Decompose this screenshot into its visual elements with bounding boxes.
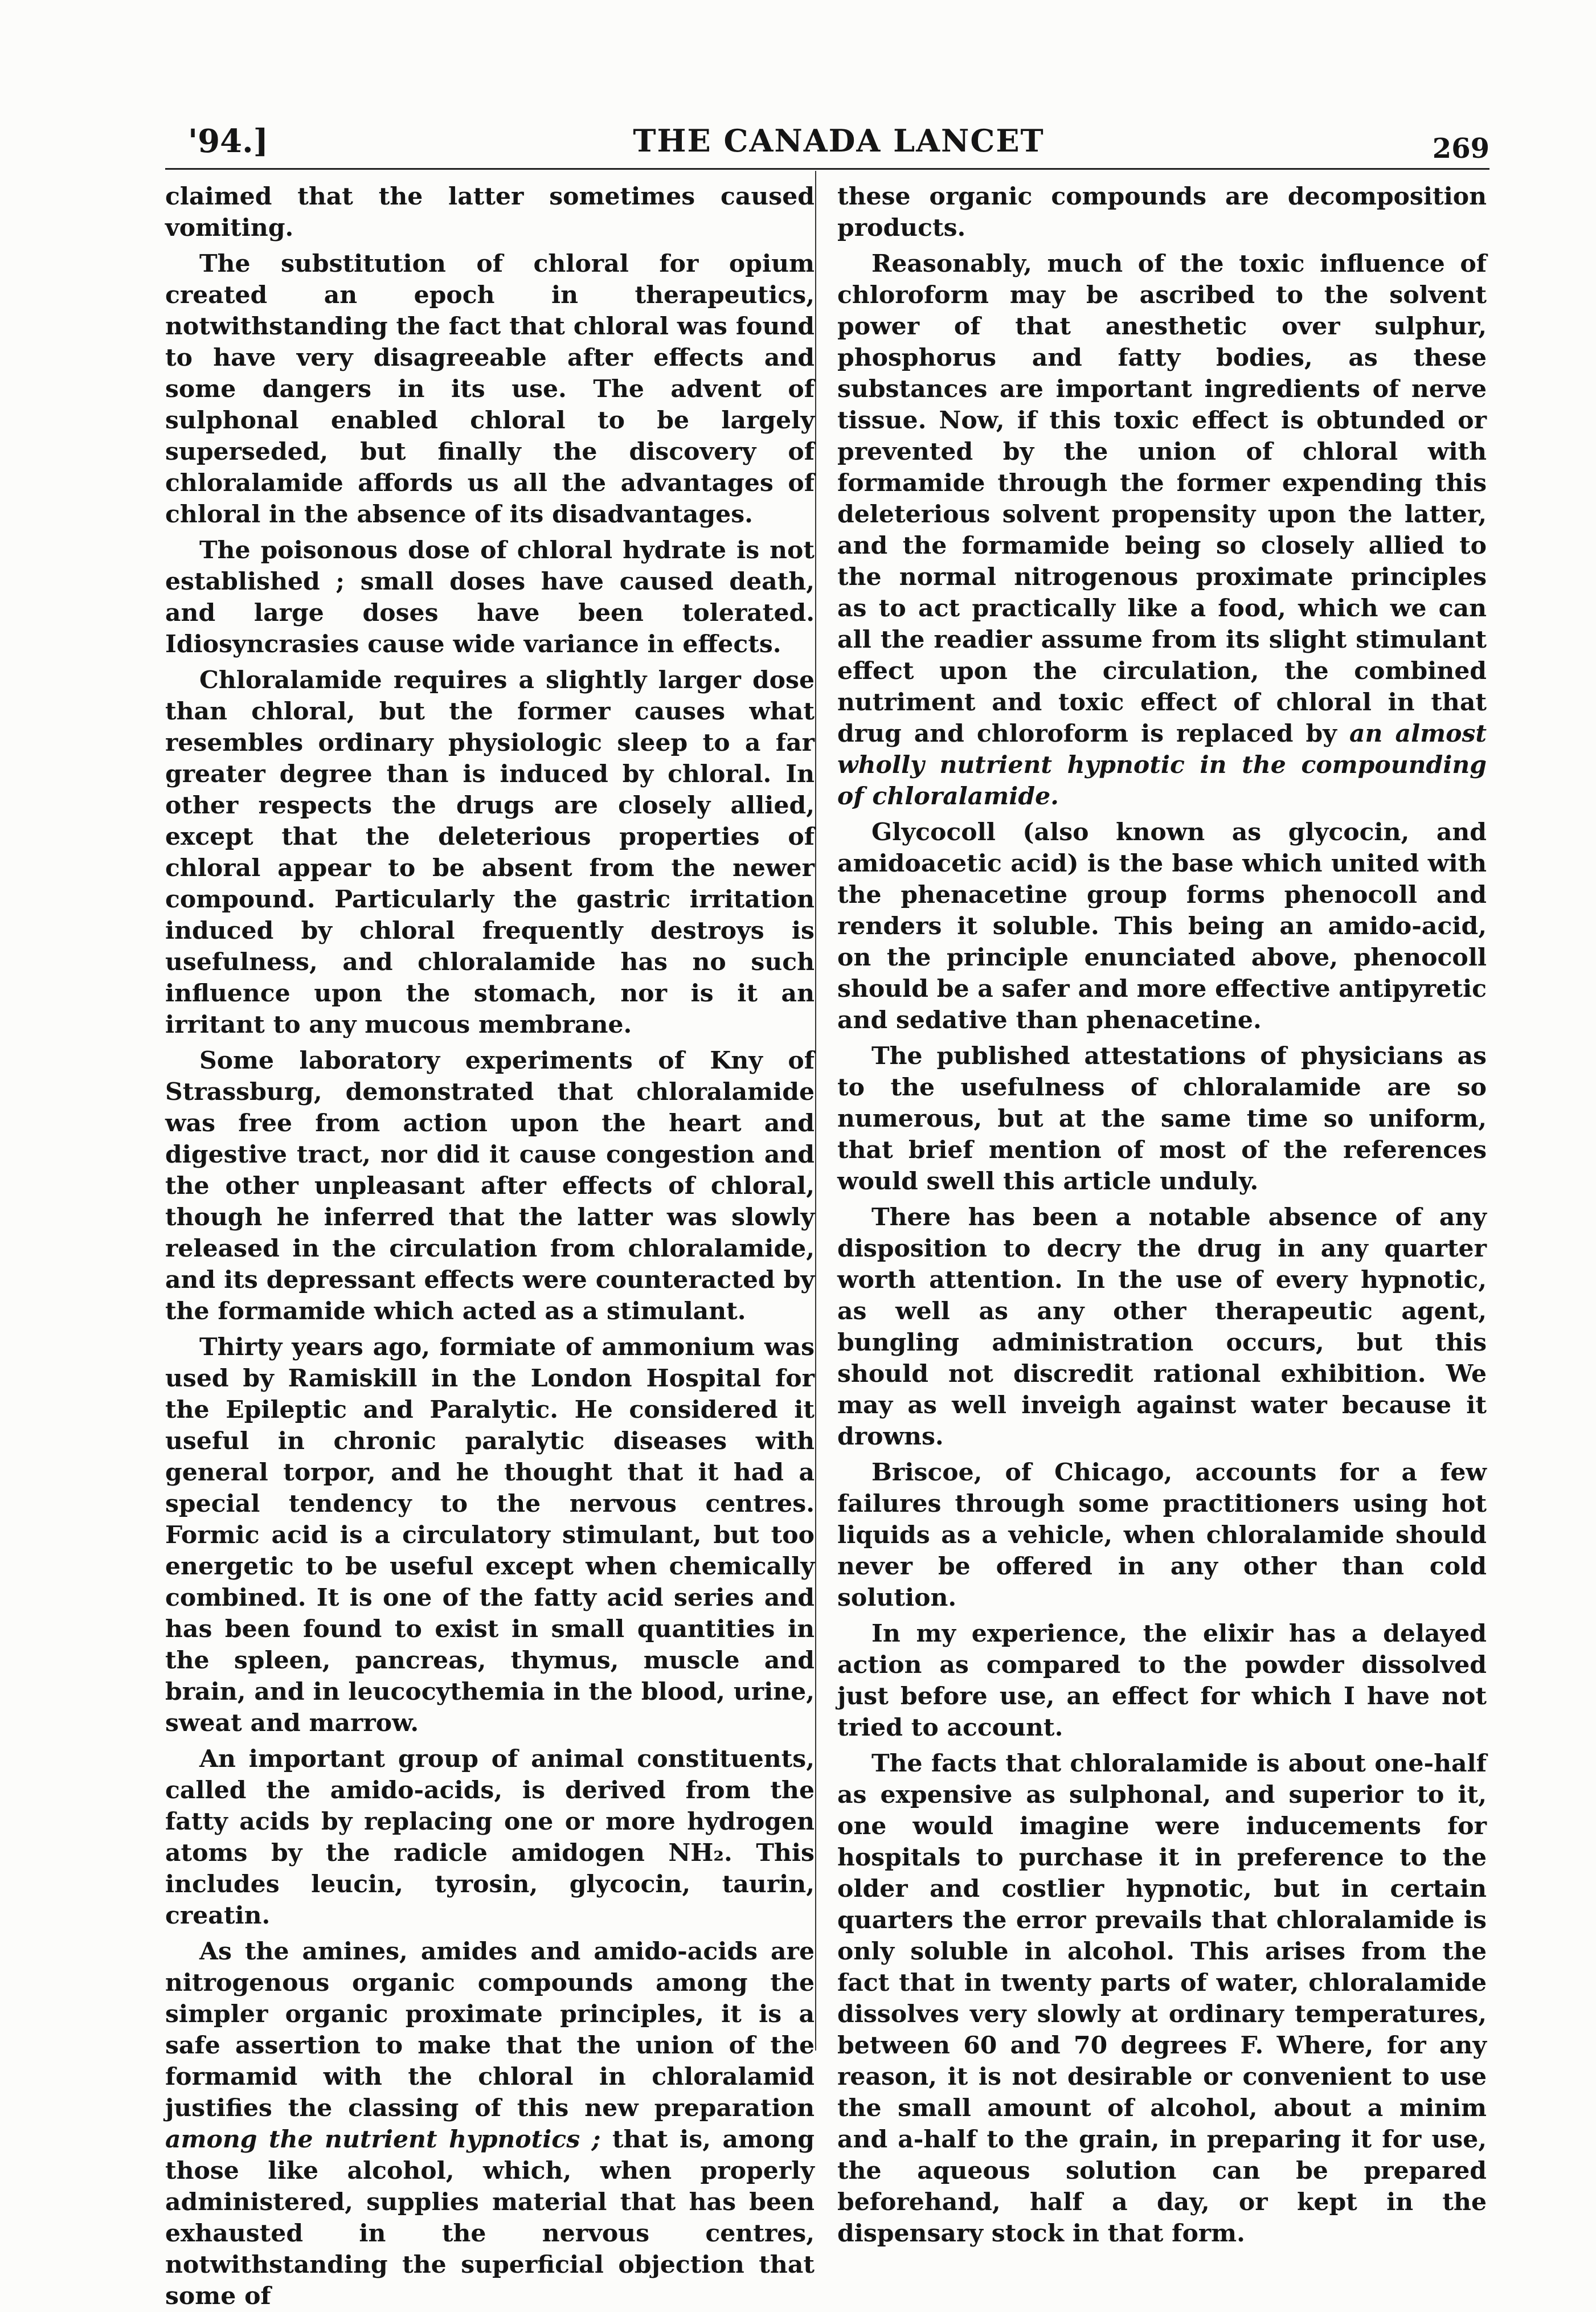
column-divider (815, 171, 816, 2051)
paragraph: claimed that the latter sometimes caused vomiting. (165, 182, 815, 242)
paragraph: Glycocoll (also known as glycocin, and amidoacetic acid) is the base which united with the phenacetine group forms phenocoll and renders it soluble. This being an amido-acid, on the principle enunciated above, phenocoll should be a safer and more effective antipyretic and sedative than phenacetine. (837, 818, 1487, 1034)
journal-title: THE CANADA LANCET (633, 122, 1045, 159)
paragraph: Some laboratory experiments of Kny of Strassburg, demonstrated that chloralamide was free from action upon the heart and digestive tract, nor did it cause congestion and the other unpleasant after effects of chloral, though he inferred that the latter was slowly released in the circulation from chloralamide, and its depressant effects were counteracted by the formamide which acted as a stimulant. (165, 1046, 815, 1325)
paragraph: An important group of animal constituents, called the amido-acids, is derived from the fatty acids by replacing one or more hydrogen atoms by the radicle amidogen NH₂. This includes leucin, tyrosin, glycocin, taurin, creatin. (165, 1745, 815, 1930)
paragraph: In my experience, the elixir has a delayed action as compared to the powder dissolved just before use, an effect for which I have not tried to account. (837, 1619, 1487, 1742)
right-column (837, 181, 1487, 2249)
left-column (165, 181, 815, 2312)
paragraph (837, 248, 1487, 812)
paragraph: The facts that chloralamide is about one-half as expensive as sulphonal, and superior to it, one would imagine were inducements for hospitals to purchase it in preference to the older and costlier hypnotic, but in certain quarters the error prevails that chloralamide is only soluble in alcohol. This arises from the fact that in twenty parts of water, chloralamide dissolves very slowly at ordinary temperatures, between 60 and 70 degrees F. Where, for any reason, it is not desirable or convenient to use the small amount of alcohol, about a minim and a-half to the grain, in preparing it for use, the aqueous solution can be prepared beforehand, half a day, or kept in the dispensary stock in that form. (837, 1749, 1487, 2248)
paragraph-text: As the amines, amides and amido-acids are nitrogenous organic compounds among the simpler organic proximate principles, it is a safe assertion to make that the union of the formamid with the chloral in chloralamid justifies the classing of this new preparation (165, 1937, 815, 2122)
paragraph-text: that is, among those like alcohol, which, when properly administered, supplies material that has been exhausted in the nervous centres, notwithstanding the superficial objection that some of (165, 2125, 815, 2310)
paragraph (165, 1936, 815, 2312)
running-header (188, 122, 1489, 168)
paragraph: The substitution of chloral for opium created an epoch in therapeutics, notwithstanding the fact that chloral was found to have very disagreeable after effects and some dangers in its use. The advent of sulphonal enabled chloral to be largely superseded, but finally the discovery of chloralamide affords us all the advantages of chloral in the absence of its disadvantages. (165, 249, 815, 529)
paragraph: these organic compounds are decomposition products. (837, 182, 1487, 242)
paragraph: There has been a notable absence of any disposition to decry the drug in any quarter worth attention. In the use of every hypnotic, as well as any other therapeutic agent, bungling administration occurs, but this should not discredit rational exhibition. We may as well inveigh against water because it drowns. (837, 1203, 1487, 1451)
paragraph: Chloralamide requires a slightly larger dose than chloral, but the former causes what resembles ordinary physiologic sleep to a far greater degree than is induced by chloral. In other respects the drugs are closely allied, except that the deleterious properties of chloral appear to be absent from the newer compound. Particularly the gastric irritation induced by chloral frequently destroys is usefulness, and chloralamide has no such influence upon the stomach, nor is it an irritant to any mucous membrane. (165, 666, 815, 1039)
paragraph: Briscoe, of Chicago, accounts for a few failures through some practitioners using hot liquids as a vehicle, when chloralamide should never be offered in any other than cold solution. (837, 1458, 1487, 1612)
header-year: '94.] (188, 122, 269, 160)
page-number: 269 (1432, 133, 1489, 165)
paragraph-text: Reasonably, much of the toxic influence of chloroform may be ascribed to the solvent power of that anesthetic over sulphur, phosphorus and fatty bodies, as these substances are important ingredients of nerve tissue. Now, if this toxic effect is obtunded or prevented by the union of chloral with formamide through the former expending this deleterious solvent propensity upon the latter, and the formamide being so closely allied to the normal nitrogenous proximate principles as to act practically like a food, which we can all the readier assume from its slight stimulant effect upon the circulation, the combined nutriment and toxic effect of chloral in that drug and chloroform is replaced by (837, 249, 1487, 748)
paragraph: The poisonous dose of chloral hydrate is not established ; small doses have caused death, and large doses have been tolerated. Idiosyncrasies cause wide variance in effects. (165, 536, 815, 658)
italic-phrase: an almost wholly nutrient hypnotic in the compounding of chloralamide. (837, 719, 1487, 811)
paragraph: The published attestations of physicians as to the usefulness of chloralamide are so numerous, but at the same time so uniform, that brief mention of most of the references would swell this article unduly. (837, 1042, 1487, 1196)
header-rule (165, 168, 1489, 170)
paragraph: Thirty years ago, formiate of ammonium was used by Ramiskill in the London Hospital for the Epileptic and Paralytic. He considered it useful in chronic paralytic diseases with general torpor, and he thought that it had a special tendency to the nervous centres. Formic acid is a circulatory stimulant, but too energetic to be useful except when chemically combined. It is one of the fatty acid series and has been found to exist in small quantities in the spleen, pancreas, thymus, muscle and brain, and in leucocythemia in the blood, urine, sweat and marrow. (165, 1333, 815, 1737)
italic-phrase: among the nutrient hypnotics ; (165, 2125, 601, 2154)
